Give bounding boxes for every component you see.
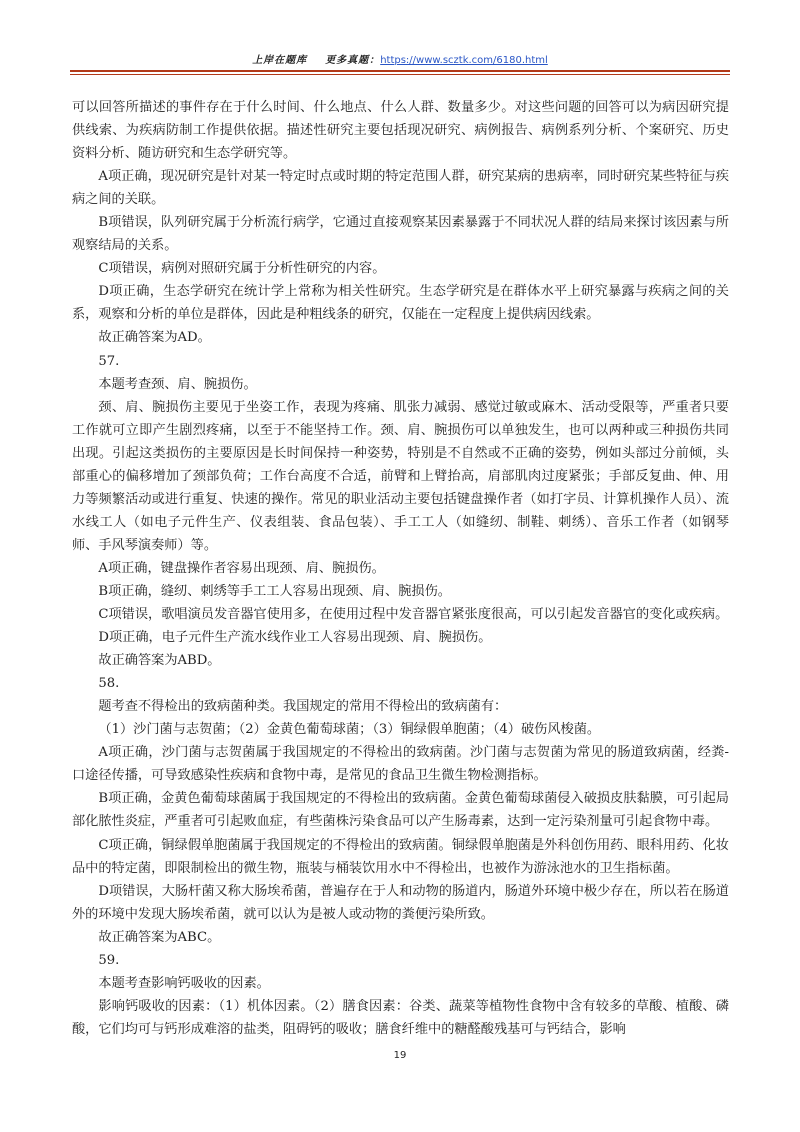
- header-divider-thick: [70, 70, 730, 72]
- paragraph: C项错误，歌唱演员发音器官使用多，在使用过程中发音器官紧张度很高，可以引起发音器官的变化或疾病。: [98, 607, 729, 623]
- paragraph: 故正确答案为ABC。: [98, 929, 221, 945]
- paragraph: D项错误，大肠杆菌又称大肠埃希菌，普遍存在于人和动物的肠道内，肠道外环境中极少存在，所以若在肠道外的环境中发现大肠埃希菌，就可以认为是被人或动物的粪便污染所致。: [72, 883, 729, 922]
- paragraph: C项正确，铜绿假单胞菌属于我国规定的不得检出的致病菌。铜绿假单胞菌是外科创伤用药、眼科用药、化妆品中的特定菌，即限制检出的微生物，瓶装与桶装饮用水中不得检出，也被作为游泳池水的卫生指标菌。: [72, 837, 729, 876]
- paragraph: B项错误，队列研究属于分析流行病学，它通过直接观察某因素暴露于不同状况人群的结局来探讨该因素与所观察结局的关系。: [72, 215, 729, 254]
- paragraph: D项正确，生态学研究在统计学上常称为相关性研究。生态学研究是在群体水平上研究暴露与疾病之间的关系，观察和分析的单位是群体，因此是种粗线条的研究，仅能在一定程度上提供病因线索。: [72, 284, 729, 323]
- paragraph: 59.: [98, 952, 120, 968]
- header-label: 更多真题：: [325, 55, 381, 66]
- paragraph: 本题考查颈、肩、腕损伤。: [98, 376, 257, 392]
- paragraph: 影响钙吸收的因素：（1）机体因素。（2）膳食因素：谷类、蔬菜等植物性食物中含有较多的草酸、植酸、磷酸，它们均可与钙形成难溶的盐类，阻碍钙的吸收；膳食纤维中的糖醛酸残基可与钙结合，影响: [72, 998, 729, 1037]
- paragraph: 本题考查影响钙吸收的因素。: [98, 975, 270, 991]
- header-brand: 上岸在题库: [252, 55, 308, 66]
- paragraph: B项正确，金黄色葡萄球菌属于我国规定的不得检出的致病菌。金黄色葡萄球菌侵入破损皮肤黏膜，可引起局部化脓性炎症，严重者可引起败血症，有些菌株污染食品可以产生肠毒素，达到一定污染剂量可引起食物中毒。: [72, 791, 729, 830]
- paragraph: D项正确，电子元件生产流水线作业工人容易出现颈、肩、腕损伤。: [98, 630, 492, 646]
- paragraph: 故正确答案为ABD。: [98, 653, 221, 669]
- header-divider-thin: [70, 74, 730, 75]
- paragraph: B项正确，缝纫、刺绣等手工工人容易出现颈、肩、腕损伤。: [98, 583, 451, 599]
- paragraph: C项错误，病例对照研究属于分析性研究的内容。: [98, 261, 386, 277]
- header-link[interactable]: https://www.scztk.com/6180.html: [380, 55, 548, 66]
- paragraph: 可以回答所描述的事件存在于什么时间、什么地点、什么人群、数量多少。对这些问题的回答可以为病因研究提供线索、为疾病防制工作提供依据。描述性研究主要包括现况研究、病例报告、病例系列分析、个案研究、历史资料分析、随访研究和生态学研究等。: [72, 100, 729, 162]
- paragraph: 58.: [98, 676, 120, 692]
- page-number: 19: [393, 1050, 407, 1061]
- paragraph: 颈、肩、腕损伤主要见于坐姿工作，表现为疼痛、肌张力减弱、感觉过敏或麻木、活动受限等，严重者只要工作就可立即产生剧烈疼痛，以至于不能坚持工作。颈、肩、腕损伤可以单独发生，也可以两种或三种损伤共同出现。引起这类损伤的主要原因是长时间保持一种姿势，特别是不自然或不正确的姿势，例如头部过分前倾，头部重心的偏移增加了颈部负荷；工作台高度不合适，前臂和上臂抬高，肩部肌肉过度紧张；手部反复曲、伸、用力等频繁活动或进行重复、快速的操作。常见的职业活动主要包括键盘操作者（如打字员、计算机操作人员）、流水线工人（如电子元件生产、仪表组装、食品包装）、手工工人（如缝纫、制鞋、刺绣）、音乐工作者（如钢琴师、手风琴演奏师）等。: [72, 399, 729, 553]
- document-body: [72, 96, 729, 1041]
- paragraph: （1）沙门菌与志贺菌；（2）金黄色葡萄球菌；（3）铜绿假单胞菌；（4）破伤风梭菌。: [98, 722, 601, 738]
- paragraph: 故正确答案为AD。: [98, 330, 211, 346]
- paragraph: 57.: [98, 353, 120, 369]
- paragraph: 题考查不得检出的致病菌种类。我国规定的常用不得检出的致病菌有：: [98, 699, 508, 715]
- paragraph: A项正确，沙门菌与志贺菌属于我国规定的不得检出的致病菌。沙门菌与志贺菌为常见的肠道致病菌，经粪-口途径传播，可导致感染性疾病和食物中毒，是常见的食品卫生微生物检测指标。: [72, 745, 729, 784]
- paragraph: A项正确，键盘操作者容易出现颈、肩、腕损伤。: [98, 560, 385, 576]
- paragraph: A项正确，现况研究是针对某一特定时点或时期的特定范围人群，研究某病的患病率，同时研究某些特征与疾病之间的关联。: [72, 169, 729, 208]
- page-header: [0, 54, 800, 68]
